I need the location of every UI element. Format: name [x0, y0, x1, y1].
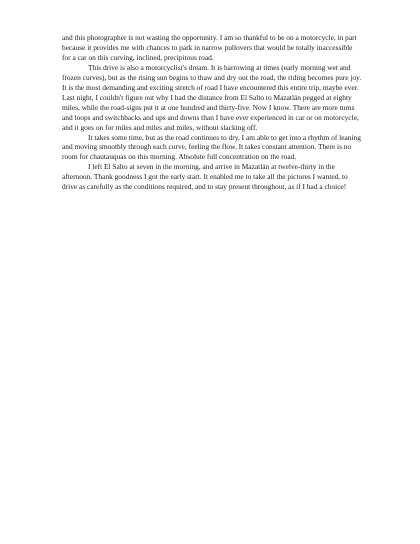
paragraph: and this photographer is not wasting the opportunity. I am so thankful to be on a motorcycle, in part because it provides me with chances to park in narrow pullovers that would be totally inaccessible for a car on this curving, inclined, precipitous road. [62, 33, 357, 62]
paragraph: I left El Salto at seven in the morning, and arrive in Mazatlán at twelve-thirty in the afternoon. Thank goodness I got the early start. It enabled me to take all the pictures I wanted, to drive as carefully as the conditions required, and to stay present throughout, as if I had a choice! [62, 162, 348, 192]
body-text [62, 33, 362, 192]
paragraph: It takes some time, but as the road continues to dry, I am able to get into a rhythm of leaning and moving smoothly through each curve, feeling the flow. It takes constant attention. There is no room for chautauquas on this morning. Absolute full concentration on the road. [62, 132, 361, 162]
paragraph: This drive is also a motorcyclist's dream. It is harrowing at times (early morning wet and frozen curves), but as the rising sun begins to thaw and dry out the road, the riding becomes pure joy. It is the most demanding and exciting stretch of road I have encountered this entire trip, maybe ever. Last night, I couldn't figure out why I had the distance from El Salto to Mazatlán pegged at eighty miles, while the road-signs put it at one hundred and thirty-five. Now I know. There are more turns and loops and switchbacks and ups and downs than I have ever experienced in car or on motorcycle, and it goes on for miles and miles and miles, without slacking off. [62, 62, 362, 132]
